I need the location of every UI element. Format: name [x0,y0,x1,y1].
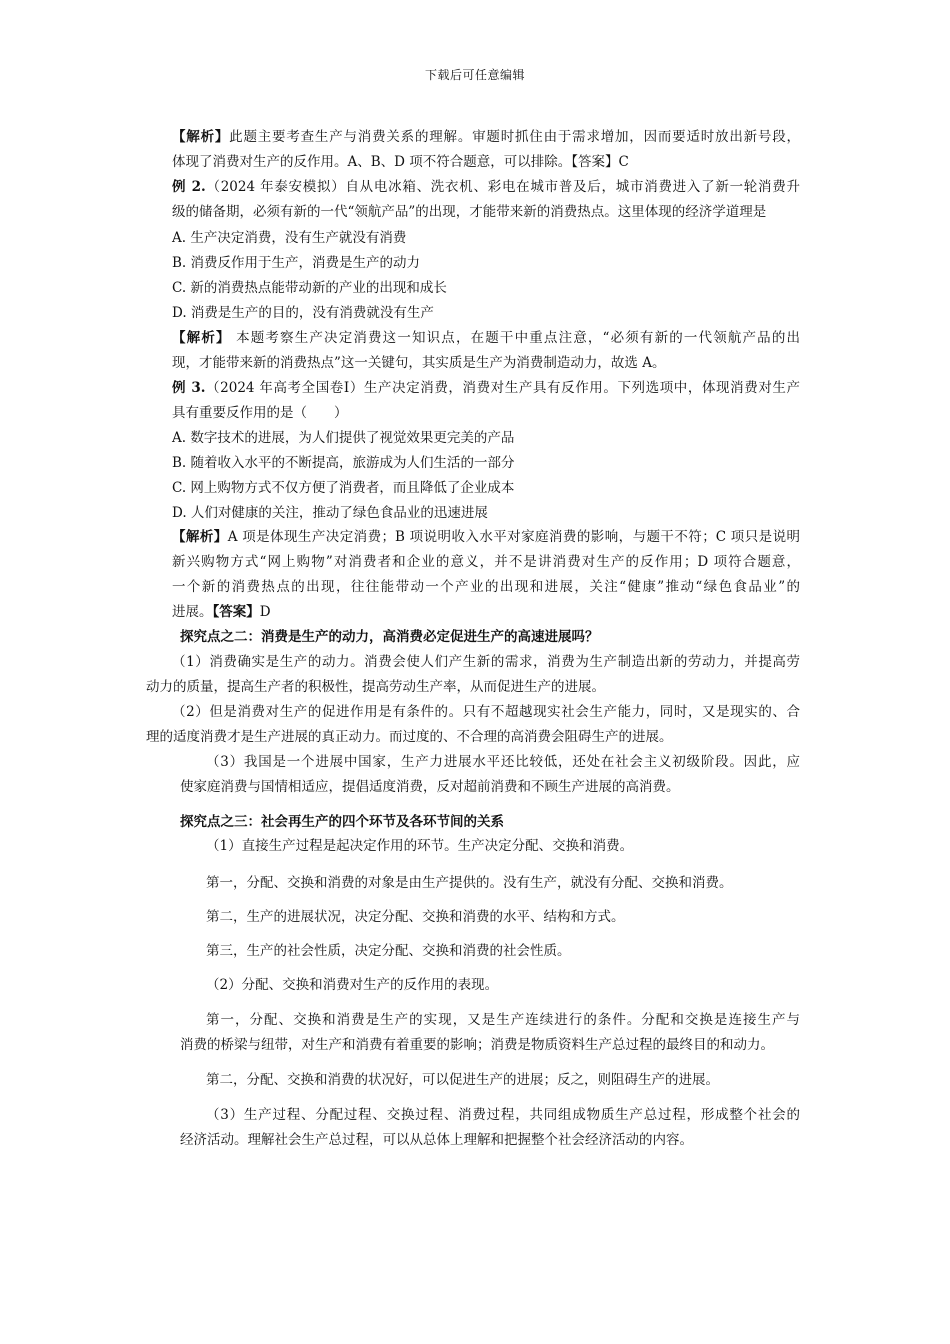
bold-text: 例 2. [172,179,206,195]
text-line [172,553,800,571]
text-line [172,653,800,671]
text-run: 经济活动。理解社会生产总过程，可以从总体上理解和把握整个社会经济活动的内容。 [180,1132,693,1148]
text-line [172,603,271,621]
text-run: （1）直接生产过程是起决定作用的环节。生产决定分配、交换和消费。 [206,838,634,854]
text-line [172,254,420,272]
text-run: 第二，分配、交换和消费的状况好，可以促进生产的进展；反之，则阻碍生产的进展。 [206,1072,719,1088]
text-run: 具有重要反作用的是（ ） [172,405,348,421]
text-line [172,454,515,472]
text-run: 进展。 [172,604,213,620]
bold-text: 【解析】 [172,129,230,145]
text-line [172,404,348,422]
text-run: A. 数字技术的进展，为人们提供了视觉效果更完美的产品 [172,430,515,446]
text-run: C. 网上购物方式不仅方便了消费者，而且降低了企业成本 [172,480,515,496]
text-run: D [259,604,271,620]
text-line [172,128,800,146]
bold-text: 【答案】 [212,604,260,620]
text-run: 动力的质量，提高生产者的积极性，提高劳动生产率，从而促进生产的进展。 [146,679,605,695]
text-line [146,728,673,746]
text-line [206,753,800,771]
text-line [206,1106,800,1124]
bold-text: 例 3. [172,380,206,396]
text-run: A. 生产决定消费，没有生产就没有消费 [172,230,407,246]
text-line [206,1011,800,1029]
text-line [172,504,488,522]
text-run: 第二，生产的进展状况，决定分配、交换和消费的水平、结构和方式。 [206,909,625,925]
text-run: 体现了消费对生产的反作用。A、B、D 项不符合题意，可以排除。【答案】C [172,154,629,170]
bold-text: 探究点之三：社会再生产的四个环节及各环节间的关系 [180,814,504,830]
text-run: 第三，生产的社会性质，决定分配、交换和消费的社会性质。 [206,943,571,959]
text-line [172,329,800,347]
text-run: D. 人们对健康的关注，推动了绿色食品业的迅速进展 [172,505,488,521]
text-line [172,153,629,171]
text-run: （2024 年高考全国卷Ⅰ）生产决定消费，消费对生产具有反作用。下列选项中，体现消费对生产 [205,380,800,396]
text-run: （3）我国是一个进展中国家，生产力进展水平还比较低，还处在社会主义初级阶段。因此，应 [206,754,800,770]
text-line [206,942,571,960]
text-run: （2）分配、交换和消费对生产的反作用的表现。 [206,977,499,993]
text-line [146,678,605,696]
text-run: （2024 年泰安模拟）自从电冰箱、洗衣机、彩电在城市普及后，城市消费进入了新一轮消费升 [205,179,800,195]
text-run: 现，才能带来新的消费热点”这一关键句，其实质是生产为消费制造动力，故选 A。 [172,355,666,371]
text-line [206,874,733,892]
text-line [172,229,406,247]
text-line [180,1131,693,1149]
bold-text: 探究点之二：消费是生产的动力，高消费必定促进生产的高速进展吗？ [180,629,599,645]
text-line [172,578,800,596]
text-line [172,178,800,196]
text-line [172,354,665,372]
text-run: C. 新的消费热点能带动新的产业的出现和成长 [172,280,447,296]
text-line [206,976,498,994]
text-line [172,479,514,497]
text-line [172,528,800,546]
text-run: 一个新的消费热点的出现，往往能带动一个产业的出现和进展，关注“健康”推动“绿色食品业”的 [172,579,800,595]
bold-text: 【解析】 [172,529,228,545]
text-run: 新兴购物方式“网上购物”对消费者和企业的意义，并不是讲消费对生产的反作用；D 项符合题意， [172,554,800,570]
text-line [180,778,680,796]
text-run: 理的适度消费才是生产进展的真正动力。而过度的、不合理的高消费会阻碍生产的进展。 [146,729,673,745]
text-run: D. 消费是生产的目的，没有消费就没有生产 [172,305,434,321]
text-run: 使家庭消费与国情相适应，提倡适度消费，反对超前消费和不顾生产进展的高消费。 [180,779,680,795]
text-line [206,908,625,926]
text-line [172,279,447,297]
text-run: 此题主要考查生产与消费关系的理解。审题时抓住由于需求增加，因而要适时放出新号段， [229,129,801,145]
bold-text: 【解析】 [172,330,231,346]
text-line [172,703,800,721]
text-line [180,628,599,646]
text-run: 消费的桥梁与纽带，对生产和消费有着重要的影响；消费是物质资料生产总过程的最终目的和动力。 [180,1037,774,1053]
text-run: 本题考察生产决定消费这一知识点，在题干中重点注意，“必须有新的一代领航产品的出 [230,330,800,346]
text-line [172,429,514,447]
text-line [180,813,504,831]
text-run: （3）生产过程、分配过程、交换过程、消费过程，共同组成物质生产总过程，形成整个社会的 [206,1107,800,1123]
text-line [206,837,633,855]
text-run: （2）但是消费对生产的促进作用是有条件的。只有不超越现实社会生产能力，同时，又是现实的、合 [172,704,800,720]
text-line [172,304,434,322]
text-run: B. 随着收入水平的不断提高，旅游成为人们生活的一部分 [172,455,515,471]
text-line [180,1036,774,1054]
text-line [172,203,766,221]
text-run: 第一，分配、交换和消费是生产的实现，又是生产连续进行的条件。分配和交换是连接生产与 [206,1012,800,1028]
text-run: A 项是体现生产决定消费；B 项说明收入水平对家庭消费的影响，与题干不符；C 项只是说明 [227,529,801,545]
text-run: 级的储备期，必须有新的一代“领航产品”的出现，才能带来新的消费热点。这里体现的经济学道理是 [172,204,767,220]
text-run: B. 消费反作用于生产，消费是生产的动力 [172,255,421,271]
text-line [206,1071,719,1089]
text-run: 第一，分配、交换和消费的对象是由生产提供的。没有生产，就没有分配、交换和消费。 [206,875,733,891]
text-run: （1）消费确实是生产的动力。消费会使人们产生新的需求，消费为生产制造出新的劳动力，并提高劳 [172,654,800,670]
page-header: 下载后可任意编辑 [424,68,525,82]
text-line [172,379,800,397]
